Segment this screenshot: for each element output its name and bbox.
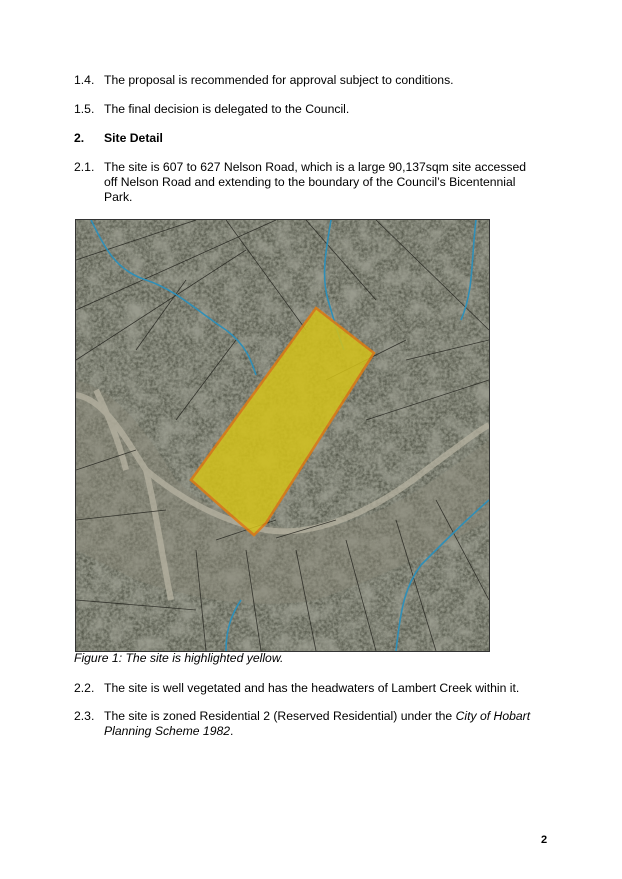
paragraph-line-2: off Nelson Road and extending to the boundary of the Council’s Bicentennial xyxy=(104,175,516,189)
section-title: Site Detail xyxy=(104,131,163,145)
paragraph-number: 1.5. xyxy=(74,102,95,116)
paragraph-number: 2.3. xyxy=(74,709,95,723)
paragraph-text xyxy=(104,709,554,739)
paragraph-number: 1.4. xyxy=(74,73,95,87)
paragraph-line-1: The site is 607 to 627 Nelson Road, which is a large 90,137sqm site accessed xyxy=(104,160,527,174)
paragraph-number: 2.1. xyxy=(74,160,95,174)
figure-caption: Figure 1: The site is highlighted yellow. xyxy=(74,651,284,665)
paragraph-text-end: . xyxy=(230,724,234,738)
aerial-map-image xyxy=(76,220,489,651)
paragraph-text xyxy=(104,160,554,205)
paragraph-text: The site is well vegetated and has the headwaters of Lambert Creek within it. xyxy=(104,681,520,695)
paragraph-text: The proposal is recommended for approval subject to conditions. xyxy=(104,73,454,87)
page-number: 2 xyxy=(541,834,548,846)
section-number: 2. xyxy=(74,131,85,145)
paragraph-number: 2.2. xyxy=(74,681,95,695)
paragraph-text: The final decision is delegated to the Council. xyxy=(104,102,350,116)
paragraph-line-3: Park. xyxy=(104,190,133,204)
paragraph-text-plain: The site is zoned Residential 2 (Reserved Residential) under the xyxy=(104,709,456,723)
scheme-name-part-1: City of Hobart xyxy=(455,709,531,723)
scheme-name-part-2: Planning Scheme 1982 xyxy=(104,724,231,738)
site-aerial-map xyxy=(75,219,490,652)
